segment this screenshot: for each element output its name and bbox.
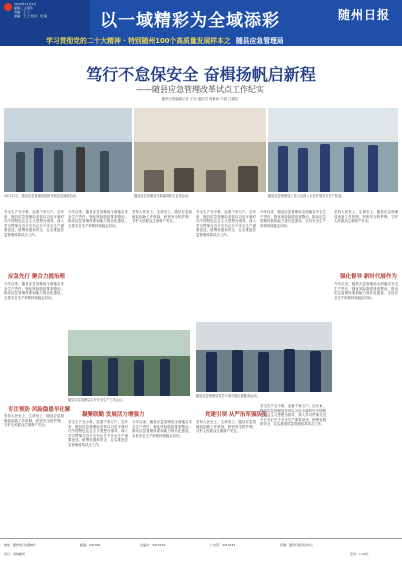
article-headline: 笃行不怠保安全 奋楫扬帆启新程 <box>86 65 316 84</box>
section-heading: 党建引领 从严治军强队伍 <box>205 412 268 418</box>
body-paragraph: 坚持人民至上、生命至上，随县应急管理局创新工作机制，织密安全防护网，守护人民群众生命财产安全。 <box>132 210 192 223</box>
section-heading: 专注预防 风险隐患早化解 <box>8 407 71 413</box>
issue-line: 美编：王 兰 校对：刘 聪 <box>14 14 47 18</box>
issue-line: 星期三 壬寅年 <box>14 6 33 10</box>
topic-title: 以一域精彩为全域添彩 <box>100 11 280 31</box>
body-paragraph: 坚持人民至上、生命至上，随县应急管理局创新工作机制，织密安全防护网，守护人民群众生命财产安全。 <box>334 210 398 223</box>
footer-item: 定价：1.00元 <box>350 552 369 556</box>
photo-caption: 随县应急管理局工作人员深入企业开展安全生产检查。 <box>268 194 345 198</box>
body-paragraph: 坚持人民至上、生命至上，随县应急管理局创新工作机制，织密安全防护网，守护人民群众生命财产安全。 <box>4 414 64 427</box>
footer-item: 广告部：3313145 <box>210 543 236 547</box>
body-paragraph: 今年以来，随县应急管理局全面落实安全生产责任，强化风险隐患排查整治，推动应急管理体系和能力现代化建设，全县安全生产形势持续稳定向好。 <box>132 420 192 438</box>
body-paragraph: 坚持人民至上、生命至上，随县应急管理局创新工作机制，织密安全防护网，守护人民群众生命财产安全。 <box>196 420 256 433</box>
photo-caption: 随县应急管理局召开安全生产工作会议。 <box>68 398 126 402</box>
header-banner <box>0 0 402 46</box>
footer-item: 地址：随州市汉东路8号 <box>4 543 36 547</box>
section-heading: 强化督导 新时代展作为 <box>340 274 397 280</box>
body-paragraph: 今年以来，随县应急管理局全面落实安全生产责任，强化风险隐患排查整治，推动应急管理体系和能力现代化建设，全县安全生产形势持续稳定向好。 <box>68 210 128 228</box>
body-paragraph: 今年以来，随县应急管理局全面落实安全生产责任，强化风险隐患排查整治，推动应急管理体系和能力现代化建设，全县安全生产形势持续稳定向好。 <box>334 282 398 300</box>
photo-drill <box>4 108 132 192</box>
subtitle-tag: 随县应急管理局 <box>236 37 284 45</box>
footer-bar <box>0 538 402 570</box>
article-subheadline: ——随县应急管理改革试点工作纪实 <box>136 85 264 94</box>
body-paragraph: 安全生产无小事，连着千家万户。近年来，随县应急管理局坚持以习近平新时代中国特色社会主义思想为指导，深入学习贯彻习近平总书记关于安全生产重要论述，统筹发展和安全，扎实推进应急管理改革试点工作。 <box>260 404 326 426</box>
body-paragraph: 安全生产无小事，连着千家万户。近年来，随县应急管理局坚持以习近平新时代中国特色社会主义思想为指导，深入学习贯彻习近平总书记关于安全生产重要论述，统筹发展和安全，扎实推进应急管理改革试点工作。 <box>68 420 128 447</box>
body-paragraph: 安全生产无小事，连着千家万户。近年来，随县应急管理局坚持以习近平新时代中国特色社会主义思想为指导，深入学习贯彻习近平总书记关于安全生产重要论述，统筹发展和安全，扎实推进应急管理改革试点工作。 <box>4 210 64 237</box>
footer-item: 总编办：3313110 <box>140 543 166 547</box>
photo-caption: 10月27日，随县应急管理局组织开展应急演练活动。 <box>4 194 80 198</box>
article-byline: 随州日报融媒记者 王钊 通讯员 周紫伟 卢超 汪德佳 <box>161 97 239 101</box>
footer-item: 印刷：随州日报印务中心 <box>280 543 314 547</box>
photo-caption: 随县应急管理局开展森林防火宣传活动。 <box>134 194 192 198</box>
topic-subtitle <box>46 35 284 45</box>
party-emblem-icon <box>4 3 12 11</box>
paper-name: 随州日报 <box>337 8 390 22</box>
footer-item: 邮编：441300 <box>80 543 101 547</box>
body-paragraph: 今年以来，随县应急管理局全面落实安全生产责任，强化风险隐患排查整治，推动应急管理体系和能力现代化建设，全县安全生产形势持续稳定向好。 <box>260 210 326 228</box>
footer-item: 发行：各地邮局 <box>4 552 26 556</box>
photo-classroom <box>134 108 266 192</box>
subtitle-text: 学习贯彻党的二十大精神 · 特别随州100个高质量发展样本之 <box>46 37 231 45</box>
section-heading: 凝聚联勤 发展活力增强力 <box>82 412 145 418</box>
photo-inspection <box>68 330 190 396</box>
photo-meeting <box>196 322 332 392</box>
body-paragraph: 安全生产无小事，连着千家万户。近年来，随县应急管理局坚持以习近平新时代中国特色社会主义思想为指导，深入学习贯彻习近平总书记关于安全生产重要论述，统筹发展和安全，扎实推进应急管理改革试点工作。 <box>196 210 256 237</box>
section-heading: 应急先行 聚合力提治理 <box>8 274 65 280</box>
photo-caption: 随县应急管理局党员干部开展志愿服务活动。 <box>196 394 260 398</box>
photo-team <box>268 108 398 192</box>
issue-line: 责编：王 兰 <box>14 10 30 14</box>
body-paragraph: 今年以来，随县应急管理局全面落实安全生产责任，强化风险隐患排查整治，推动应急管理体系和能力现代化建设，全县安全生产形势持续稳定向好。 <box>4 282 64 300</box>
issue-line: 2022年11月2日 <box>14 2 37 6</box>
